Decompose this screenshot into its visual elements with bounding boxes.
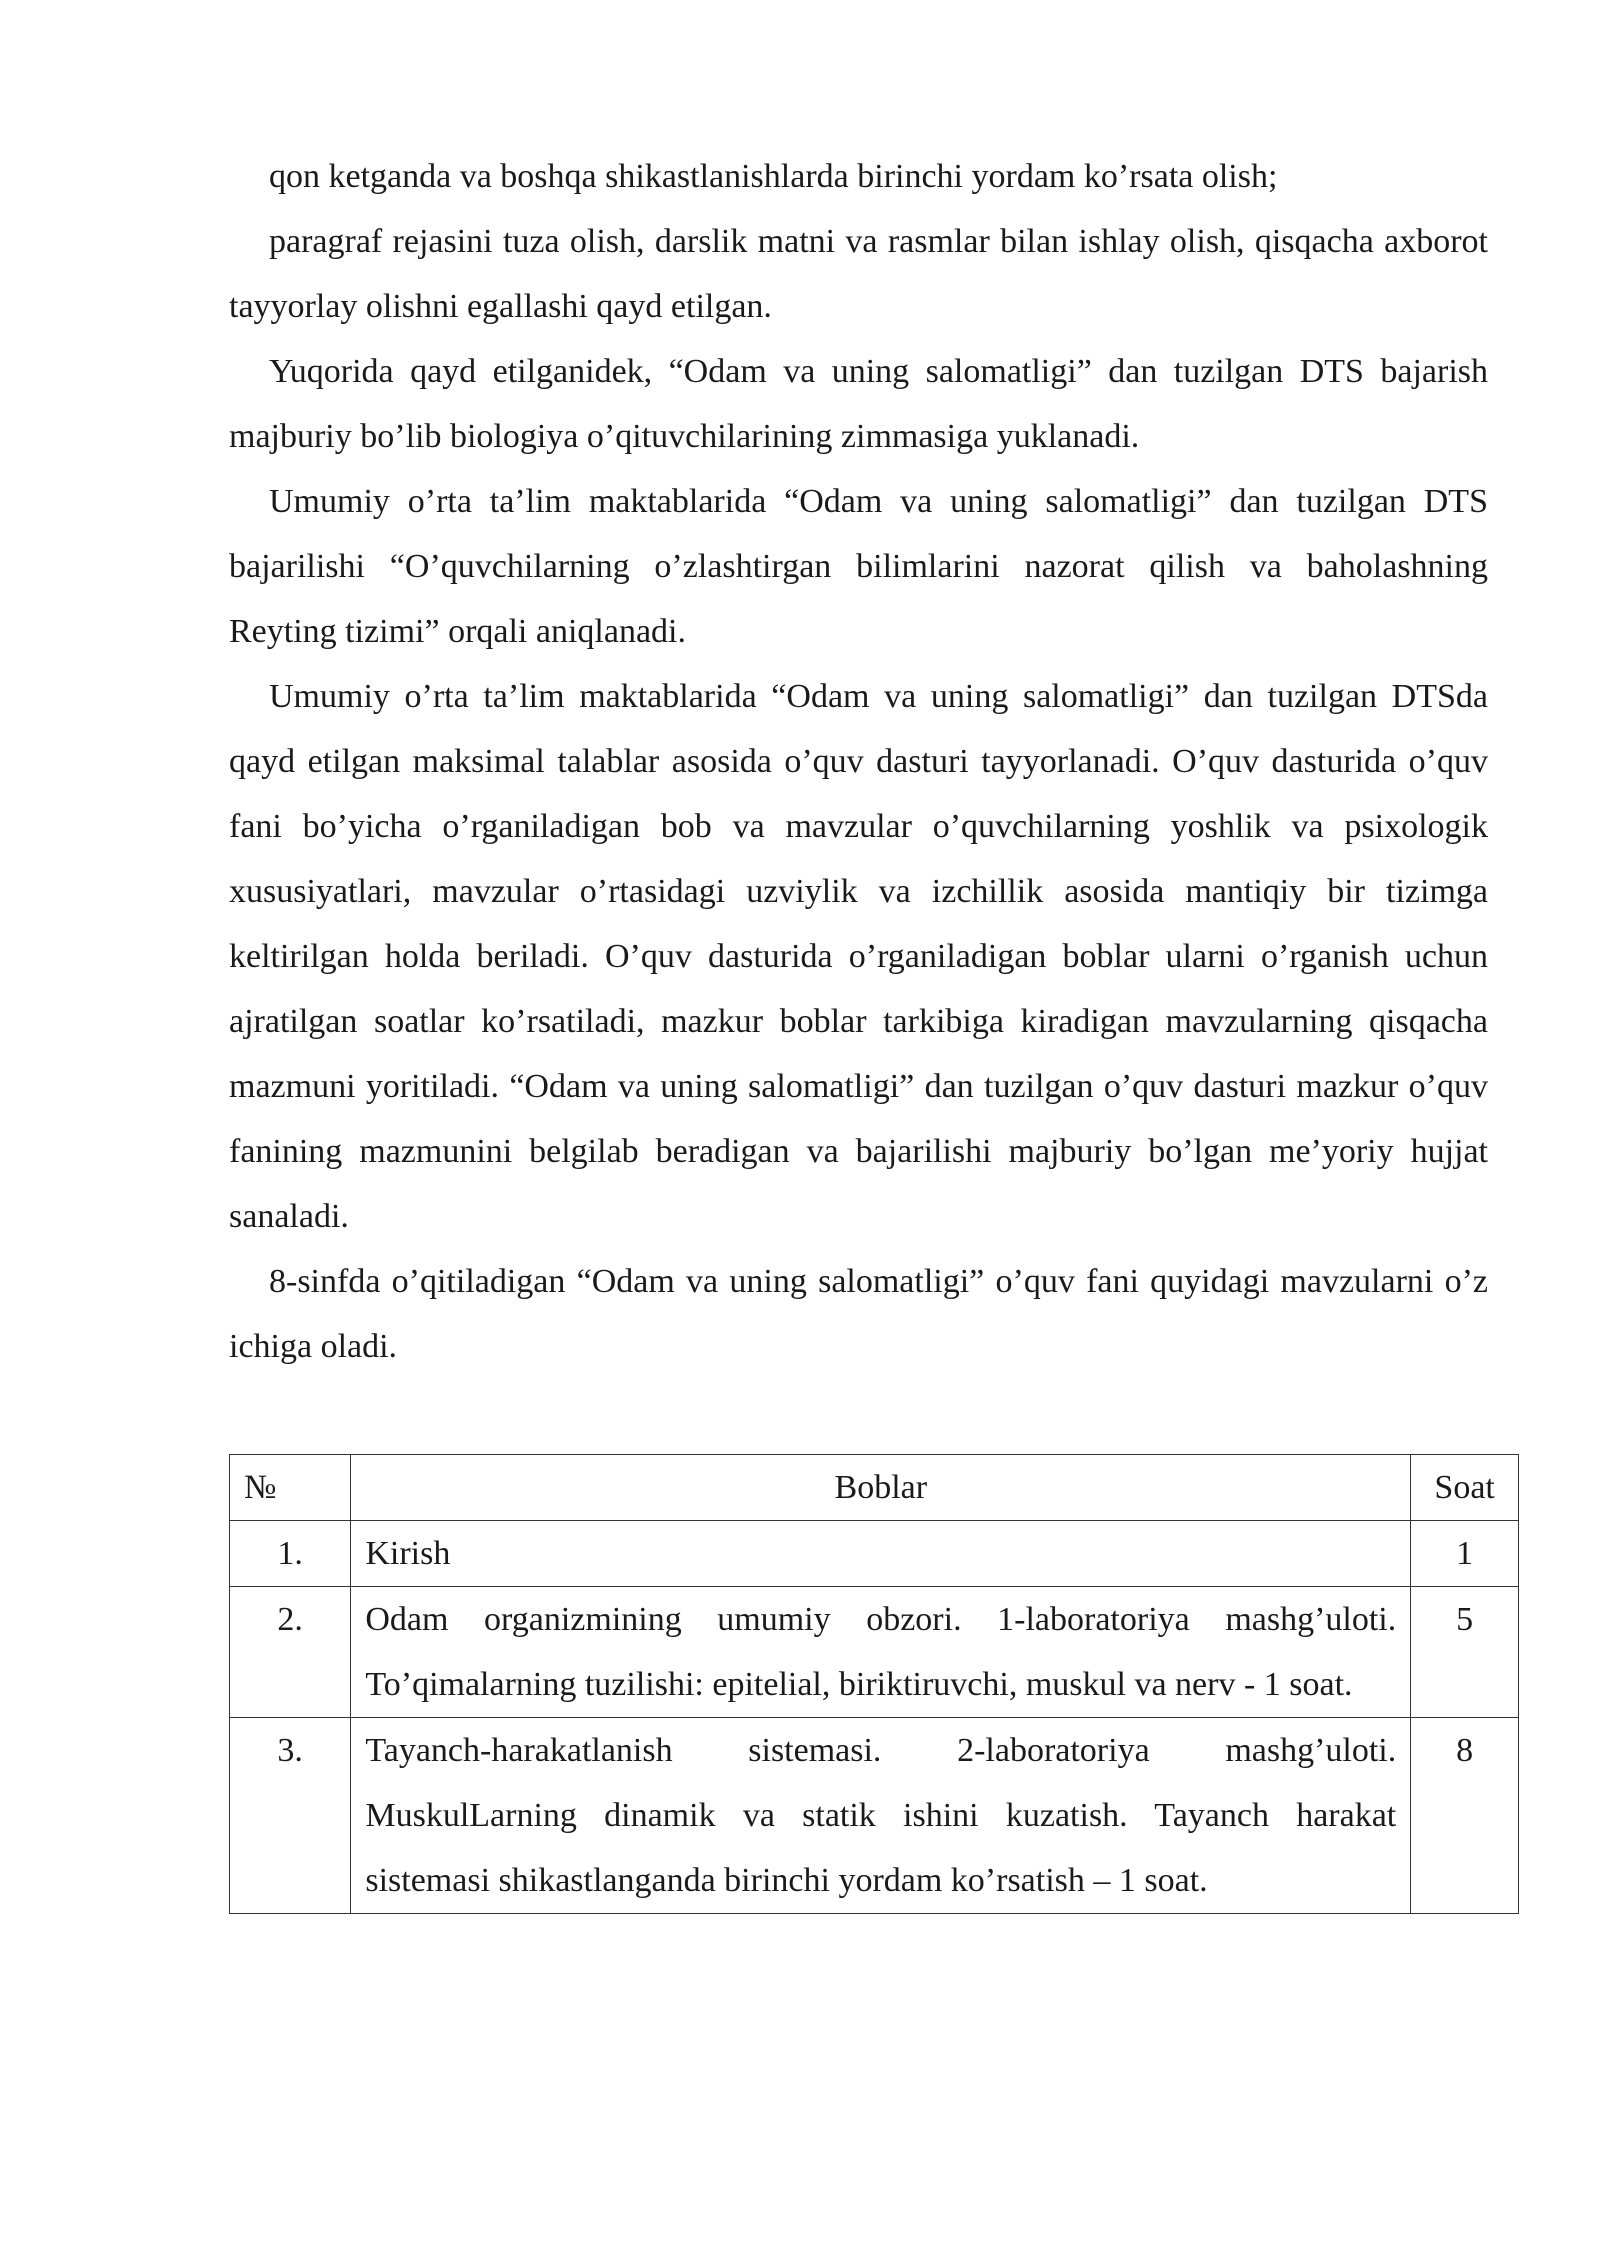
curriculum-table — [229, 1454, 1519, 1914]
table-row — [230, 1521, 1519, 1587]
row-number: 3. — [230, 1718, 351, 1914]
paragraph: Yuqorida qayd etilganidek, “Odam va uning salomatligi” dan tuzilgan DTS bajarish majburiy bo’lib biologiya o’qituvchilarining zimmasiga yuklanadi. — [229, 353, 1488, 455]
table-header-row — [230, 1455, 1519, 1521]
curriculum-table-wrapper — [229, 1454, 1519, 1914]
row-hours: 8 — [1411, 1718, 1519, 1914]
row-section: Tayanch-harakatlanish sistemasi. 2-laboratoriya mashg’uloti. MuskulLarning dinamik va statik ishini kuzatish. Tayanch harakat sistemasi shikastlanganda birinchi yordam ko’rsatish – 1 soat. — [351, 1718, 1411, 1914]
row-hours: 1 — [1411, 1521, 1519, 1587]
row-section: Odam organizmining umumiy obzori. 1-laboratoriya mashg’uloti. To’qimalarning tuzilishi: epitelial, biriktiruvchi, muskul va nerv - 1 soat. — [351, 1587, 1411, 1718]
paragraph: Umumiy o’rta ta’lim maktablarida “Odam va uning salomatligi” dan tuzilgan DTS bajarilishi “O’quvchilarning o’zlashtirgan bilimlarini nazorat qilish va baholashning Reyting tizimi” orqali aniqlanadi. — [229, 483, 1488, 650]
table-row — [230, 1587, 1519, 1718]
paragraph: Umumiy o’rta ta’lim maktablarida “Odam va uning salomatligi” dan tuzilgan DTSda qayd etilgan maksimal talablar asosida o’quv dasturi tayyorlanadi. O’quv dasturida o’quv fani bo’yicha o’rganiladigan bob va mavzular o’quvchilarning yoshlik va psixologik xususiyatlari, mavzular o’rtasidagi uzviylik va izchillik asosida mantiqiy bir tizimga keltirilgan holda beriladi. O’quv dasturida o’rganiladigan boblar ularni o’rganish uchun ajratilgan soatlar ko’rsatiladi, mazkur boblar tarkibiga kiradigan mavzularning qisqacha mazmuni yoritiladi. “Odam va uning salomatligi” dan tuzilgan o’quv dasturi mazkur o’quv fanining mazmunini belgilab beradigan va bajarilishi majburiy bo’lgan me’yoriy hujjat sanaladi. — [229, 678, 1488, 1235]
row-hours: 5 — [1411, 1587, 1519, 1718]
paragraph: paragraf rejasini tuza olish, darslik matni va rasmlar bilan ishlay olish, qisqacha axborot tayyorlay olishni egallashi qayd etilgan. — [229, 223, 1488, 325]
body-text — [229, 144, 1488, 1379]
header-sections: Boblar — [351, 1455, 1411, 1521]
header-hours: Soat — [1411, 1455, 1519, 1521]
table-row — [230, 1718, 1519, 1914]
row-section: Kirish — [351, 1521, 1411, 1587]
header-number: № — [230, 1455, 351, 1521]
row-number: 2. — [230, 1587, 351, 1718]
row-number: 1. — [230, 1521, 351, 1587]
paragraph: qon ketganda va boshqa shikastlanishlarda birinchi yordam ko’rsata olish; — [269, 158, 1278, 195]
paragraph: 8-sinfda o’qitiladigan “Odam va uning salomatligi” o’quv fani quyidagi mavzularni o’z ichiga oladi. — [229, 1263, 1488, 1365]
